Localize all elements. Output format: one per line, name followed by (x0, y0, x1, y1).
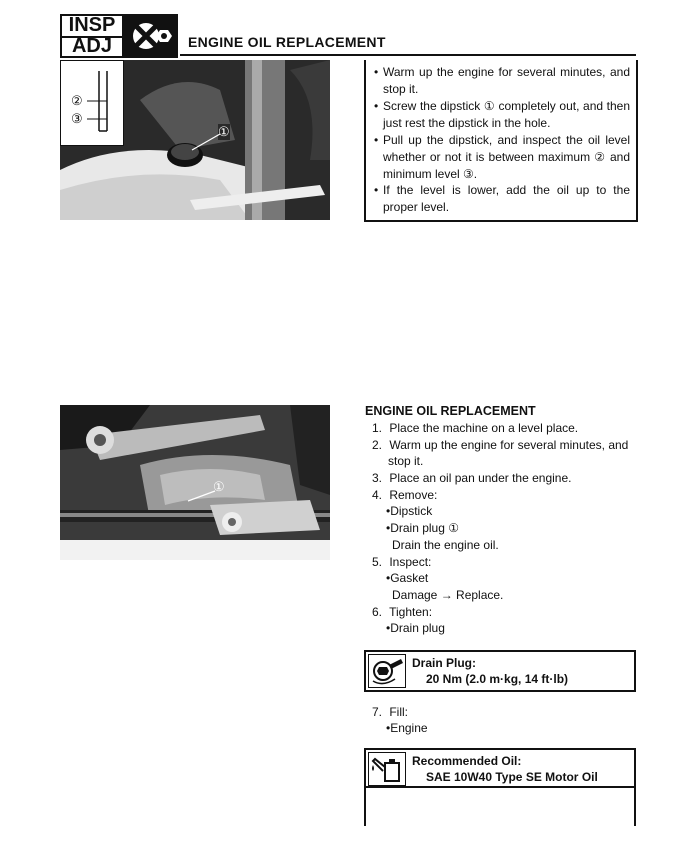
oil-value: SAE 10W40 Type SE Motor Oil (426, 770, 598, 784)
list-item: • Pull up the dipstick, and inspect the oil level whether or not it is between maximum ② and minimum level ③. (374, 133, 630, 181)
step-4: 4. Remove: (372, 488, 438, 502)
page-title: ENGINE OIL REPLACEMENT (188, 34, 386, 50)
list-item: • If the level is lower, add the oil up to the proper level. (374, 183, 630, 214)
callout-1: ① (218, 124, 230, 139)
list-item: • Warm up the engine for several minutes, and stop it. (374, 65, 630, 96)
step-3: 3. Place an oil pan under the engine. (372, 471, 572, 485)
step-7-item: •Engine (386, 721, 428, 735)
step-4-item: •Dipstick (386, 504, 433, 518)
step-2: 2. Warm up the engine for several minutes, and (372, 438, 629, 452)
dipstick-procedure-panel (364, 60, 638, 222)
step-5-item: •Gasket (386, 571, 429, 585)
step-2-cont: stop it. (388, 454, 424, 468)
torque-wrench-icon (368, 654, 406, 688)
callout-3: ③ (71, 111, 83, 126)
step-4-note: Drain the engine oil. (392, 538, 499, 552)
box-divider (366, 786, 634, 788)
tab-label-insp: INSP (62, 16, 122, 38)
wrench-nut-icon (124, 14, 178, 58)
step-7: 7. Fill: (372, 705, 409, 719)
recommended-oil-box (364, 748, 636, 826)
section-title: ENGINE OIL REPLACEMENT (365, 404, 536, 418)
list-item: • Screw the dipstick ① completely out, and then just rest the dipstick in the hole. (374, 99, 630, 130)
torque-label: Drain Plug: (412, 656, 477, 670)
oil-label: Recommended Oil: (412, 754, 522, 768)
photo-drain-plug (60, 405, 330, 560)
step-4-item: •Drain plug ① (386, 521, 459, 535)
step-5: 5. Inspect: (372, 555, 432, 569)
step-6-item: •Drain plug (386, 621, 445, 635)
section-tab-insp-adj (60, 14, 124, 58)
step-5-note: Damage → Replace. (392, 588, 504, 602)
photo-dipstick (60, 60, 330, 220)
callout-2: ② (71, 93, 83, 108)
torque-spec-box (364, 650, 636, 692)
oil-can-icon (368, 752, 406, 786)
step-6: 6. Tighten: (372, 605, 433, 619)
title-rule (180, 54, 636, 56)
torque-value: 20 Nm (2.0 m·kg, 14 ft·lb) (426, 672, 569, 686)
tab-label-adj: ADJ (71, 35, 112, 57)
step-1: 1. Place the machine on a level place. (372, 421, 579, 435)
callout-1: ① (213, 479, 225, 494)
